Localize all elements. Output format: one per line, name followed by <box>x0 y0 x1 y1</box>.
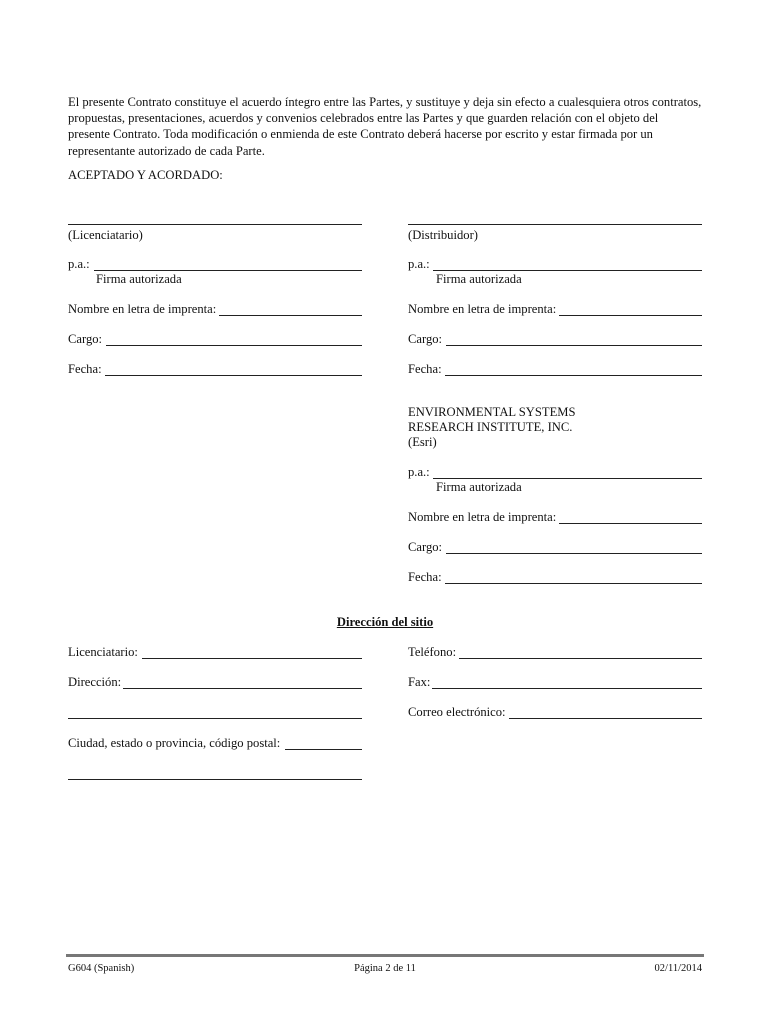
licensee-party-label: (Licenciatario) <box>68 228 143 242</box>
site-address-field-2[interactable] <box>68 718 362 719</box>
site-email-label: Correo electrónico: <box>408 705 506 719</box>
esri-company-line2: RESEARCH INSTITUTE, INC. <box>408 420 573 434</box>
site-fax-label: Fax: <box>408 675 431 689</box>
distributor-date-field[interactable] <box>445 375 702 376</box>
licensee-pa-line[interactable] <box>94 270 362 271</box>
site-address-label: Dirección: <box>68 675 122 689</box>
accepted-heading: ACEPTADO Y ACORDADO: <box>68 168 223 182</box>
site-phone-field[interactable] <box>459 658 702 659</box>
footer-divider <box>66 954 704 957</box>
footer-form-id: G604 (Spanish) <box>68 963 135 974</box>
licensee-name-field[interactable] <box>219 315 362 316</box>
licensee-name-label: Nombre en letra de imprenta: <box>68 302 217 316</box>
esri-title-label: Cargo: <box>408 540 443 554</box>
site-licensee-label: Licenciatario: <box>68 645 138 659</box>
licensee-date-field[interactable] <box>105 375 362 376</box>
footer-date: 02/11/2014 <box>654 963 702 974</box>
distributor-pa-line[interactable] <box>433 270 702 271</box>
site-city-field[interactable] <box>285 749 362 750</box>
esri-name-label: Nombre en letra de imprenta: <box>408 510 557 524</box>
intro-line: El presente Contrato constituye el acuerdo íntegro entre las Partes, y sustituye y deja sin efecto a cualesquiera otros contratos, <box>68 95 702 109</box>
esri-company-short: (Esri) <box>408 435 437 449</box>
distributor-date-label: Fecha: <box>408 362 442 376</box>
licensee-pa-label: p.a.: <box>68 257 90 271</box>
site-address-field[interactable] <box>123 688 362 689</box>
esri-date-field[interactable] <box>445 583 702 584</box>
esri-pa-label: p.a.: <box>408 465 430 479</box>
esri-title-field[interactable] <box>446 553 702 554</box>
footer-page-number: Página 2 de 11 <box>354 963 416 974</box>
distributor-title-label: Cargo: <box>408 332 443 346</box>
distributor-party-label: (Distribuidor) <box>408 228 478 242</box>
esri-pa-line[interactable] <box>433 478 702 479</box>
licensee-signature-caption: Firma autorizada <box>96 272 182 286</box>
site-city-label: Ciudad, estado o provincia, código postal: <box>68 736 281 750</box>
site-address-heading: Dirección del sitio <box>336 615 434 629</box>
site-fax-field[interactable] <box>432 688 702 689</box>
intro-line: representante autorizado de cada Parte. <box>68 143 265 158</box>
esri-company-line1: ENVIRONMENTAL SYSTEMS <box>408 405 576 419</box>
site-city-field-2[interactable] <box>68 779 362 780</box>
distributor-name-label: Nombre en letra de imprenta: <box>408 302 557 316</box>
site-licensee-field[interactable] <box>142 658 362 659</box>
licensee-title-field[interactable] <box>106 345 362 346</box>
esri-signature-caption: Firma autorizada <box>436 480 522 494</box>
intro-line: propuestas, presentaciones, acuerdos y convenios celebrados entre las Partes y que guarden relación con el objeto del <box>68 111 659 126</box>
distributor-signature-line[interactable] <box>408 224 702 225</box>
distributor-title-field[interactable] <box>446 345 702 346</box>
distributor-name-field[interactable] <box>559 315 702 316</box>
distributor-signature-caption: Firma autorizada <box>436 272 522 286</box>
site-phone-label: Teléfono: <box>408 645 457 659</box>
distributor-pa-label: p.a.: <box>408 257 430 271</box>
licensee-date-label: Fecha: <box>68 362 102 376</box>
intro-line: presente Contrato. Toda modificación o enmienda de este Contrato deberá hacerse por escrito y estar firmada por un <box>68 127 653 142</box>
esri-date-label: Fecha: <box>408 570 442 584</box>
intro-paragraph <box>68 94 708 159</box>
licensee-signature-line[interactable] <box>68 224 362 225</box>
site-email-field[interactable] <box>509 718 702 719</box>
licensee-title-label: Cargo: <box>68 332 103 346</box>
esri-name-field[interactable] <box>559 523 702 524</box>
